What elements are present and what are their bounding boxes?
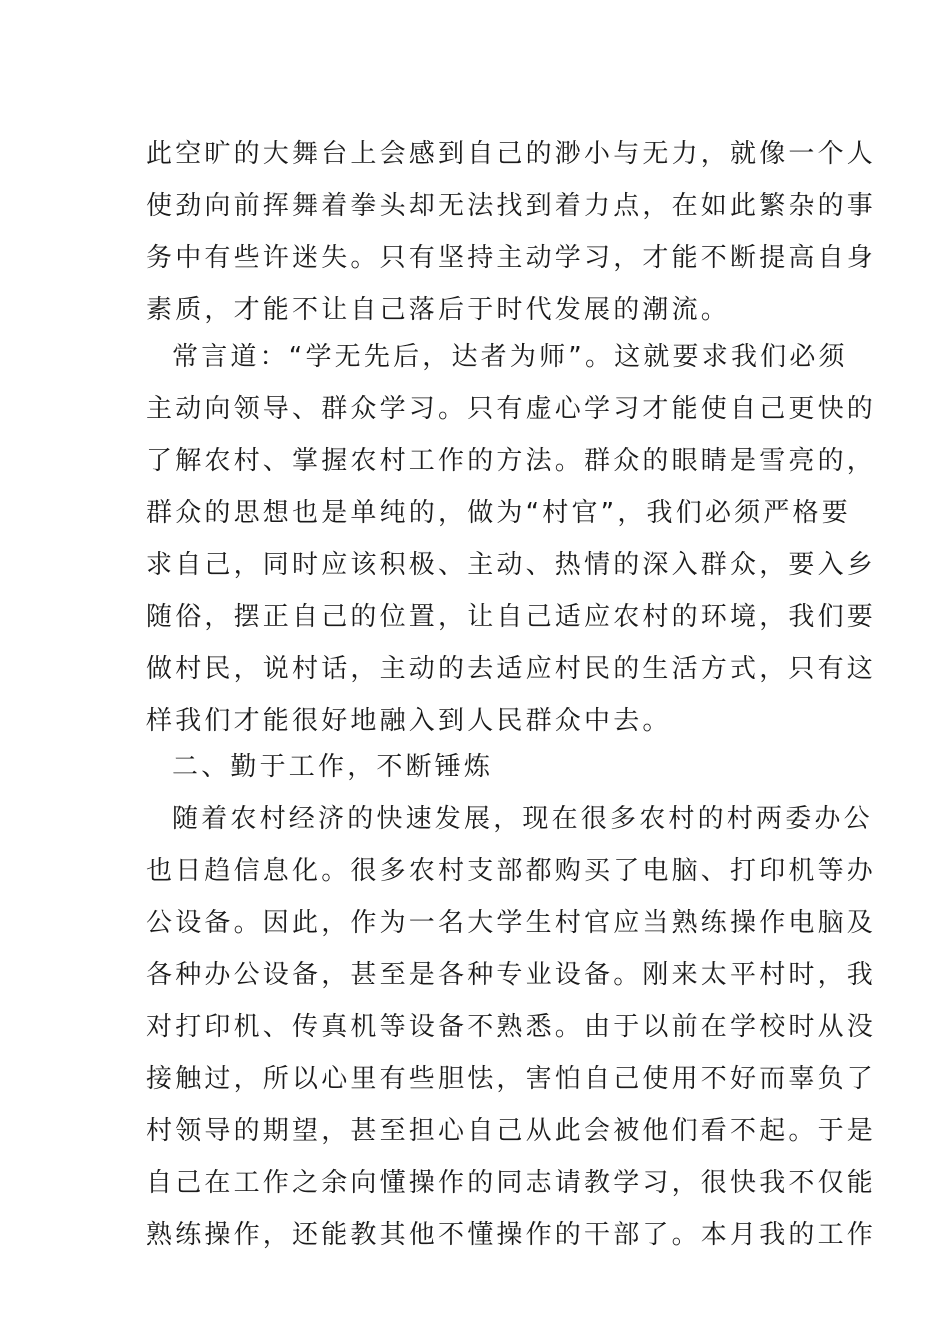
- text-line: 熟练操作，还能教其他不懂操作的干部了。本月我的工作: [146, 1220, 877, 1250]
- section-heading: 二、勤于工作，不断锤炼: [172, 752, 494, 782]
- text-line: 素质，才能不让自己落后于时代发展的潮流。: [146, 295, 731, 325]
- text-line: 样我们才能很好地融入到人民群众中去。: [146, 706, 672, 736]
- text-line: 各种办公设备，甚至是各种专业设备。刚来太平村时，我: [146, 960, 877, 990]
- text-line: 做村民，说村话，主动的去适应村民的生活方式，只有这: [146, 654, 877, 684]
- text-line: 接触过，所以心里有些胆怯，害怕自己使用不好而辜负了: [146, 1064, 877, 1094]
- text-line: 使劲向前挥舞着拳头却无法找到着力点，在如此繁杂的事: [146, 191, 877, 221]
- text-line: 随俗，摆正自己的位置，让自己适应农村的环境，我们要: [146, 602, 877, 632]
- text-line: 此空旷的大舞台上会感到自己的渺小与无力，就像一个人: [146, 139, 877, 169]
- paragraph-first-line: 随着农村经济的快速发展，现在很多农村的村两委办公: [172, 804, 873, 834]
- text-line: 也日趋信息化。很多农村支部都购买了电脑、打印机等办: [146, 856, 877, 886]
- text-line: 群众的思想也是单纯的，做为“村官”，我们必须严格要: [146, 498, 851, 528]
- text-line: 公设备。因此，作为一名大学生村官应当熟练操作电脑及: [146, 908, 877, 938]
- text-line: 对打印机、传真机等设备不熟悉。由于以前在学校时从没: [146, 1012, 877, 1042]
- text-line: 村领导的期望，甚至担心自己从此会被他们看不起。于是: [146, 1116, 877, 1146]
- text-line: 了解农村、掌握农村工作的方法。群众的眼睛是雪亮的，: [146, 446, 877, 476]
- text-line: 务中有些许迷失。只有坚持主动学习，才能不断提高自身: [146, 243, 877, 273]
- text-line: 求自己，同时应该积极、主动、热情的深入群众，要入乡: [146, 550, 877, 580]
- text-line: 自己在工作之余向懂操作的同志请教学习，很快我不仅能: [146, 1168, 877, 1198]
- paragraph-first-line: 常言道：“学无先后，达者为师”。这就要求我们必须: [172, 342, 848, 372]
- text-line: 主动向领导、群众学习。只有虚心学习才能使自己更快的: [146, 394, 877, 424]
